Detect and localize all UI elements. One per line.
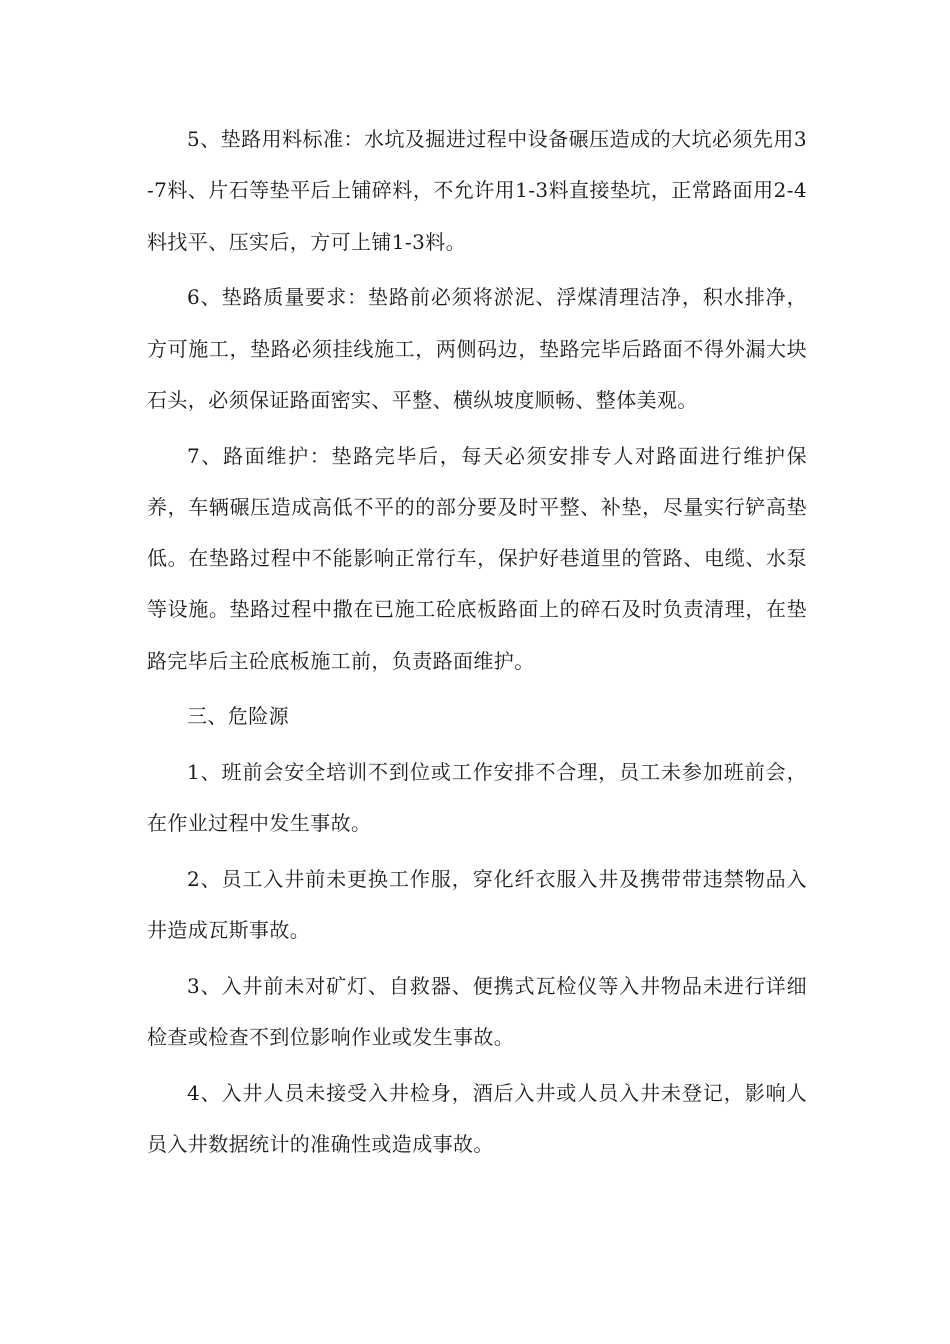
paragraph-road-maintenance: 7、路面维护：垫路完毕后，每天必须安排专人对路面进行维护保养，车辆碾压造成高低不平的的部分要及时平整、补垫，尽量实行铲高垫低。在垫路过程中不能影响正常行车，保护好巷道里的管路、电缆、水泵等设施。垫路过程中撒在已施工砼底板路面上的碎石及时负责清理，在垫路完毕后主砼底板施工前，负责路面维护。 (147, 443, 807, 673)
paragraph-hazard-3: 3、入井前未对矿灯、自救器、便携式瓦检仪等入井物品未进行详细检查或检查不到位影响作业或发生事故。 (147, 974, 807, 1050)
paragraph-hazard-4: 4、入井人员未接受入井检身，酒后入井或人员入井未登记，影响人员入井数据统计的准确性或造成事故。 (147, 1081, 807, 1157)
paragraph-hazard-2: 2、员工入井前未更换工作服，穿化纤衣服入井及携带带违禁物品入井造成瓦斯事故。 (147, 867, 807, 943)
paragraph-hazard-1: 1、班前会安全培训不到位或工作安排不合理，员工未参加班前会，在作业过程中发生事故。 (147, 760, 807, 836)
section-heading-hazards: 三、危险源 (187, 704, 289, 729)
paragraph-road-quality-requirements: 6、垫路质量要求：垫路前必须将淤泥、浮煤清理洁净，积水排净，方可施工，垫路必须挂线施工，两侧码边，垫路完毕后路面不得外漏大块石头，必须保证路面密实、平整、横纵坡度顺畅、整体美观。 (147, 285, 807, 412)
paragraph-road-material-standard: 5、垫路用料标准：水坑及掘进过程中设备碾压造成的大坑必须先用3-7料、片石等垫平后上铺碎料，不允许用1-3料直接垫坑，正常路面用2-4料找平、压实后，方可上铺1-3料。 (147, 127, 807, 254)
document-body (147, 114, 807, 1175)
